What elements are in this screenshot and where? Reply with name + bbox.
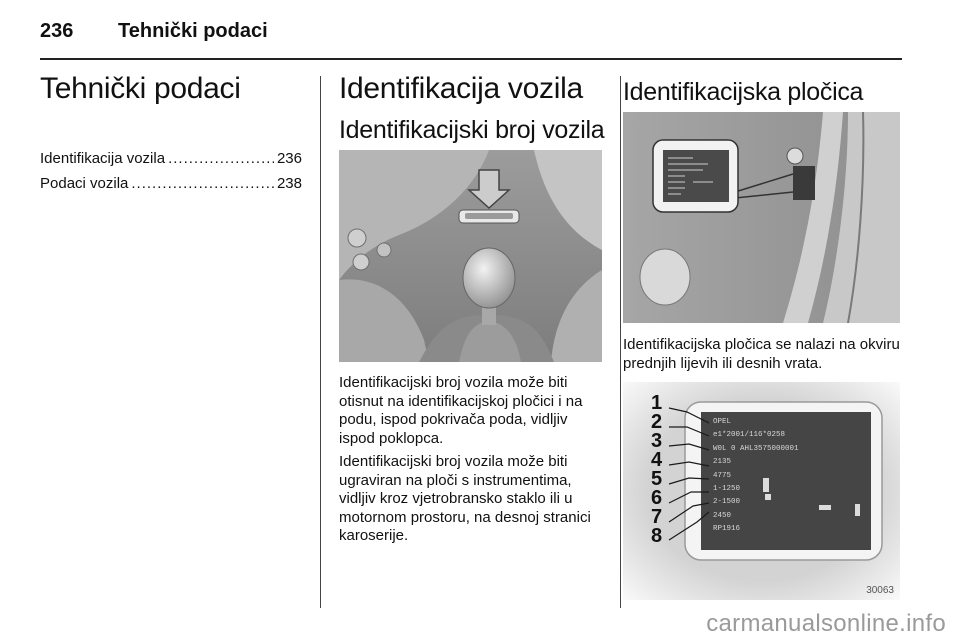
- chapter-heading: Tehnički podaci: [40, 72, 241, 105]
- callout-number: 6: [651, 487, 663, 509]
- plate-line: e1*2001/116*0258: [713, 431, 786, 440]
- callout-number: 2: [651, 411, 663, 433]
- plate-line: RP1916: [713, 525, 741, 534]
- plate-line: 2-1500: [713, 498, 741, 507]
- figure-code: 30063: [866, 585, 894, 596]
- plate-line: 2135: [713, 458, 732, 467]
- toc-entry-page: 236: [276, 150, 302, 167]
- header-title: Tehnički podaci: [118, 20, 268, 42]
- page-number: 236: [40, 20, 74, 42]
- callout-number: 5: [651, 468, 663, 490]
- plate-line: 2450: [713, 511, 732, 520]
- callout-number: 4: [651, 449, 663, 471]
- toc-entry-label: Podaci vozila: [40, 175, 129, 192]
- vin-location-paragraph-1: Identifikacijski broj vozila može biti otisnut na identifikacijskoj pločici i na podu, ispod pokrivača poda, vidljiv ispod poklopca.: [339, 374, 583, 447]
- header-divider: [40, 58, 902, 60]
- callout-number: 7: [651, 506, 663, 528]
- door-frame-illustration: [623, 112, 900, 323]
- identification-plate-diagram: [623, 382, 900, 600]
- plate-location-paragraph: Identifikacijska pločica se nalazi na okviru prednjih lijevih ili desnih vrata.: [623, 336, 900, 372]
- callout-number: 8: [651, 525, 663, 547]
- toc-entry[interactable]: [40, 150, 302, 175]
- plate-text-lines: [713, 416, 863, 537]
- callout-number: 3: [651, 430, 663, 452]
- column-divider-right: [620, 76, 621, 608]
- table-of-contents: [40, 150, 302, 200]
- toc-entry[interactable]: [40, 175, 302, 200]
- plate-line: OPEL: [713, 418, 732, 426]
- toc-leader-dots: [131, 175, 274, 192]
- callout-number: 1: [651, 392, 663, 414]
- section-heading: Identifikacijska pločica: [623, 78, 864, 106]
- toc-entry-label: Identifikacija vozila: [40, 150, 166, 167]
- footer-watermark: carmanualsonline.info: [706, 610, 946, 637]
- plate-line: 4775: [713, 471, 732, 480]
- toc-leader-dots: [168, 150, 274, 167]
- column-divider-left: [320, 76, 321, 608]
- section-heading: Identifikacija vozila: [339, 72, 583, 105]
- toc-entry-page: 238: [276, 175, 302, 192]
- plate-line: 1-1250: [713, 485, 741, 494]
- vin-location-paragraph-2: Identifikacijski broj vozila može biti ugraviran na ploči s instrumentima, vidljiv kroz vjetrobransko staklo ili u motornom prostoru, na desnoj stranici karoserije.: [339, 453, 591, 544]
- gear-lever-illustration: [339, 150, 602, 362]
- plate-callout-numbers: [651, 394, 671, 546]
- subsection-heading: Identifikacijski broj vozila: [339, 116, 605, 144]
- plate-line: W0L 0 AHL3575000001: [713, 444, 799, 453]
